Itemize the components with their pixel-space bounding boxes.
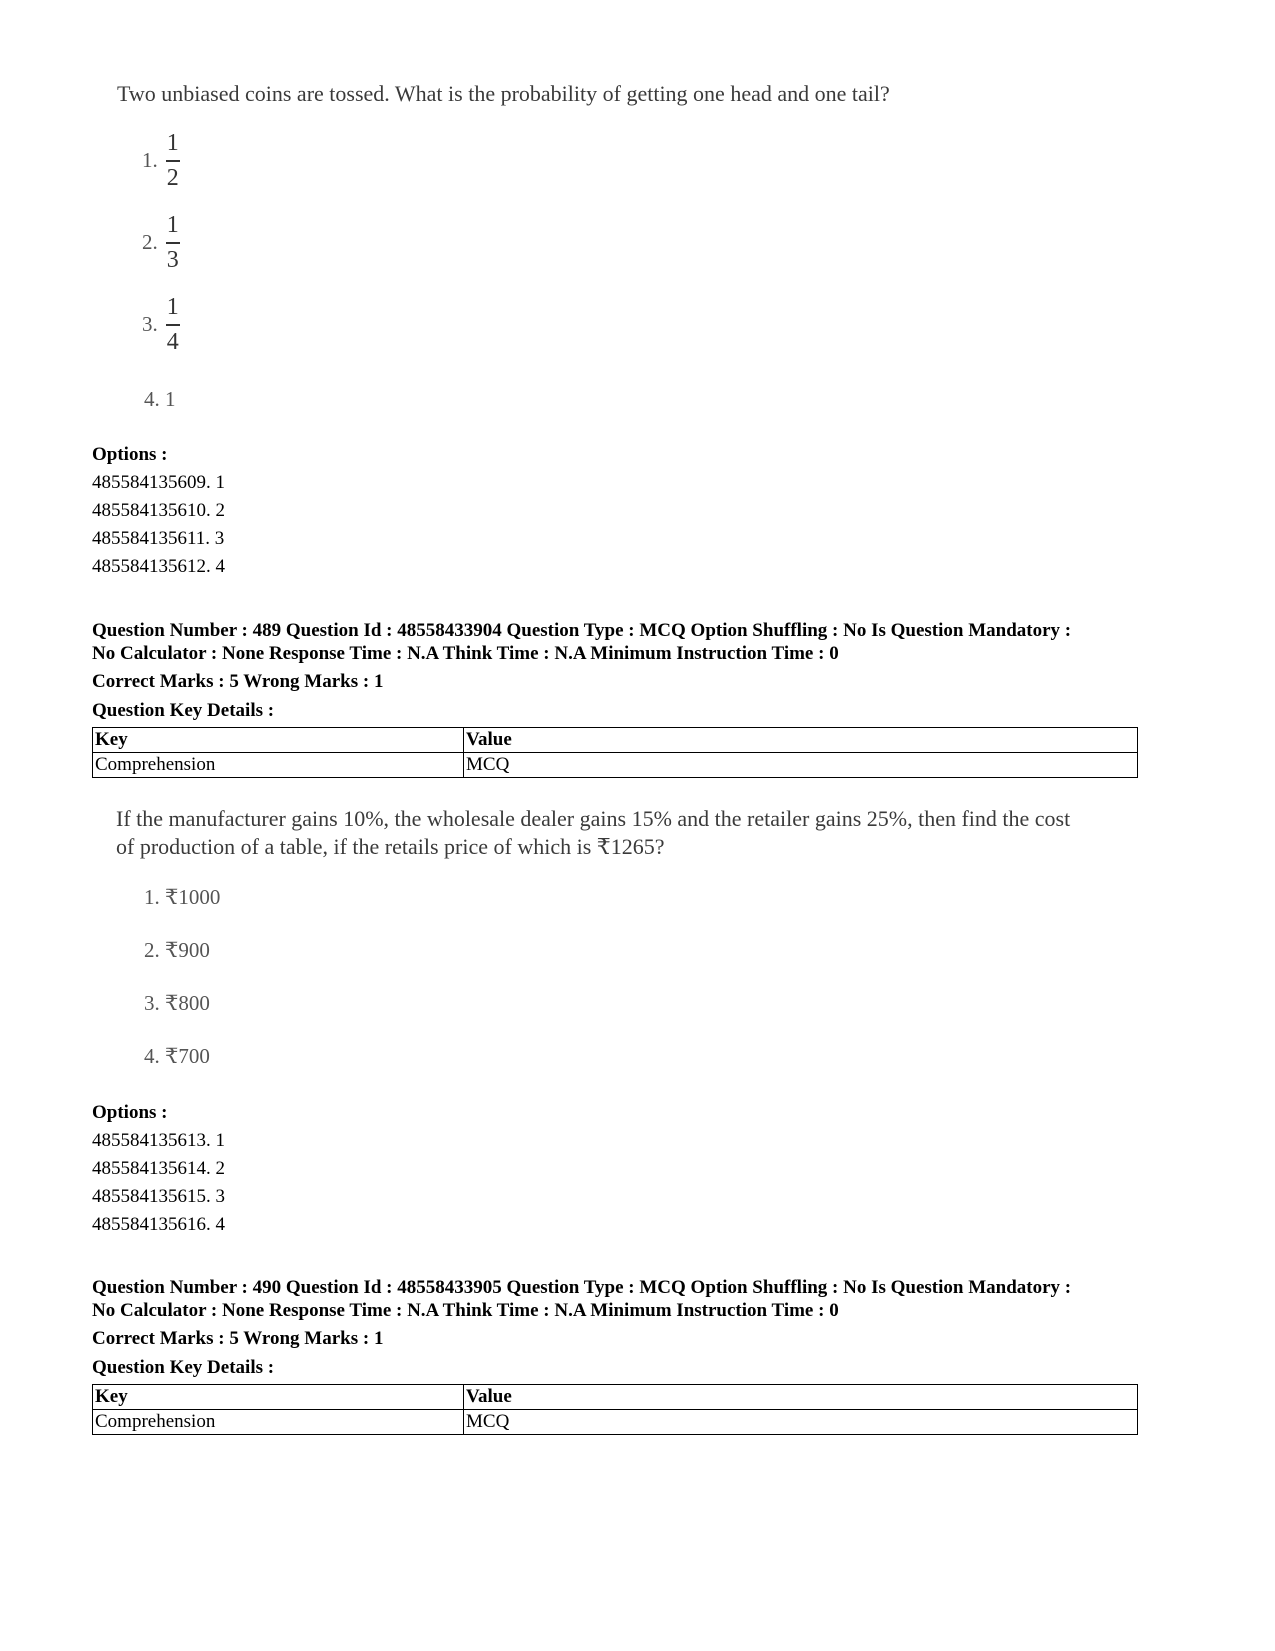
table-cell-value: MCQ: [464, 753, 1138, 778]
question-490-key-details-label: Question Key Details :: [92, 1357, 275, 1378]
option-id: 485584135611. 3: [92, 528, 225, 549]
option-id: 485584135610. 2: [92, 500, 225, 521]
option-id: 485584135609. 1: [92, 472, 225, 493]
option-id: 485584135615. 3: [92, 1186, 225, 1207]
question-489-choice-2: 2. ₹900: [144, 938, 210, 962]
question-490-marks: Correct Marks : 5 Wrong Marks : 1: [92, 1328, 384, 1349]
question-489-text-line2: of production of a table, if the retails price of which is ₹1265?: [116, 834, 665, 859]
option-id: 485584135612. 4: [92, 556, 225, 577]
choice-number: 2.: [142, 230, 158, 254]
question-489-key-table: [92, 727, 1138, 778]
numerator: 1: [166, 212, 179, 238]
table-header-value: Value: [464, 1385, 1138, 1410]
question-489-choice-4: 4. ₹700: [144, 1044, 210, 1068]
options-label: Options :: [92, 444, 168, 465]
numerator: 1: [166, 294, 179, 320]
denominator: 3: [166, 247, 179, 273]
numerator: 1: [166, 130, 179, 156]
question-488-choice-3: [142, 294, 180, 355]
table-header-row: [93, 728, 1138, 753]
question-489-key-details-label: Question Key Details :: [92, 700, 275, 721]
choice-number: 3.: [142, 312, 158, 336]
question-488-choice-2: [142, 212, 180, 273]
question-489-header-line1: Question Number : 489 Question Id : 48558433904 Question Type : MCQ Option Shuffling : No Is Question Mandatory :: [92, 620, 1072, 641]
fraction-bar: [166, 324, 180, 326]
table-header-value: Value: [464, 728, 1138, 753]
table-header-key: Key: [93, 1385, 464, 1410]
fraction-bar: [166, 160, 180, 162]
option-id: 485584135613. 1: [92, 1130, 225, 1151]
option-id: 485584135614. 2: [92, 1158, 225, 1179]
question-490-header-line2: No Calculator : None Response Time : N.A Think Time : N.A Minimum Instruction Time : 0: [92, 1300, 839, 1321]
question-490-header-line1: Question Number : 490 Question Id : 48558433905 Question Type : MCQ Option Shuffling : No Is Question Mandatory :: [92, 1277, 1072, 1298]
option-id: 485584135616. 4: [92, 1214, 225, 1235]
denominator: 2: [166, 165, 179, 191]
question-489-text-line1: If the manufacturer gains 10%, the wholesale dealer gains 15% and the retailer gains 25%, then find the cost: [116, 806, 1071, 831]
table-header-key: Key: [93, 728, 464, 753]
question-490-key-table: [92, 1384, 1138, 1435]
fraction-bar: [166, 242, 180, 244]
table-cell-value: MCQ: [464, 1410, 1138, 1435]
table-row: [93, 753, 1138, 778]
question-488-choice-1: [142, 130, 180, 191]
table-cell-key: Comprehension: [93, 1410, 464, 1435]
question-489-marks: Correct Marks : 5 Wrong Marks : 1: [92, 671, 384, 692]
choice-number: 1.: [142, 148, 158, 172]
question-488-choice-4: 4. 1: [144, 387, 176, 411]
options-label: Options :: [92, 1102, 168, 1123]
fraction: [166, 130, 180, 191]
table-header-row: [93, 1385, 1138, 1410]
denominator: 4: [166, 329, 179, 355]
question-489-choice-1: 1. ₹1000: [144, 885, 221, 909]
question-489-header-line2: No Calculator : None Response Time : N.A Think Time : N.A Minimum Instruction Time : 0: [92, 643, 839, 664]
fraction: [166, 294, 180, 355]
question-489-choice-3: 3. ₹800: [144, 991, 210, 1015]
question-488-text: Two unbiased coins are tossed. What is the probability of getting one head and one tail?: [117, 81, 890, 106]
table-cell-key: Comprehension: [93, 753, 464, 778]
table-row: [93, 1410, 1138, 1435]
fraction: [166, 212, 180, 273]
